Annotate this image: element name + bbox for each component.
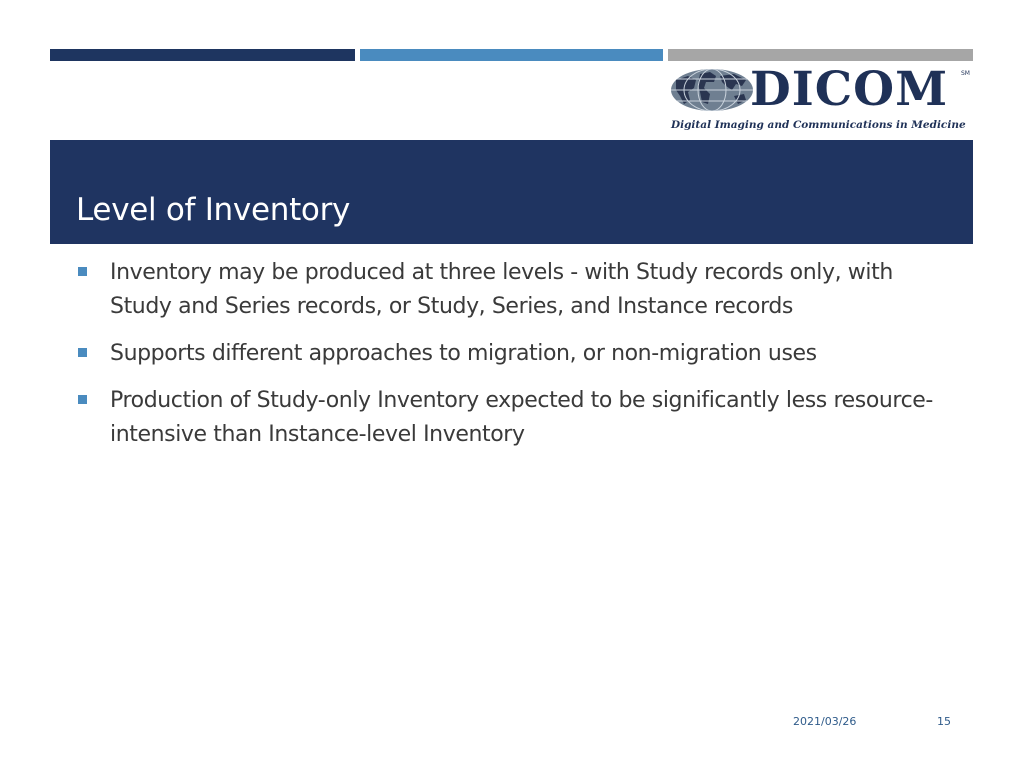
slide-title: Level of Inventory xyxy=(76,192,351,228)
title-band xyxy=(50,140,973,244)
bullet-item xyxy=(76,384,956,452)
dicom-logo xyxy=(668,62,974,138)
bullet-text: Inventory may be produced at three levels - with Study records only, with Study and Series records, or Study, Series, and Instance records xyxy=(110,260,893,319)
logo-wordmark: DICOM xyxy=(750,62,949,117)
bullet-item xyxy=(76,256,956,324)
bullet-item xyxy=(76,337,956,371)
logo-trademark: SM xyxy=(961,70,970,77)
slide-number: 15 xyxy=(937,715,951,728)
square-bullet-icon xyxy=(78,348,87,357)
logo-tagline: Digital Imaging and Communications in Medicine xyxy=(671,119,966,131)
accent-stripe-gray xyxy=(668,49,973,61)
bullet-text: Supports different approaches to migration, or non-migration uses xyxy=(110,341,817,366)
globe-icon xyxy=(670,68,754,112)
square-bullet-icon xyxy=(78,395,87,404)
accent-stripe-dark xyxy=(50,49,355,61)
bullet-list xyxy=(76,256,956,465)
square-bullet-icon xyxy=(78,267,87,276)
accent-stripe-blue xyxy=(360,49,663,61)
bullet-text: Production of Study-only Inventory expected to be significantly less resource-intensive than Instance-level Inventory xyxy=(110,388,933,447)
footer-date: 2021/03/26 xyxy=(793,715,857,728)
